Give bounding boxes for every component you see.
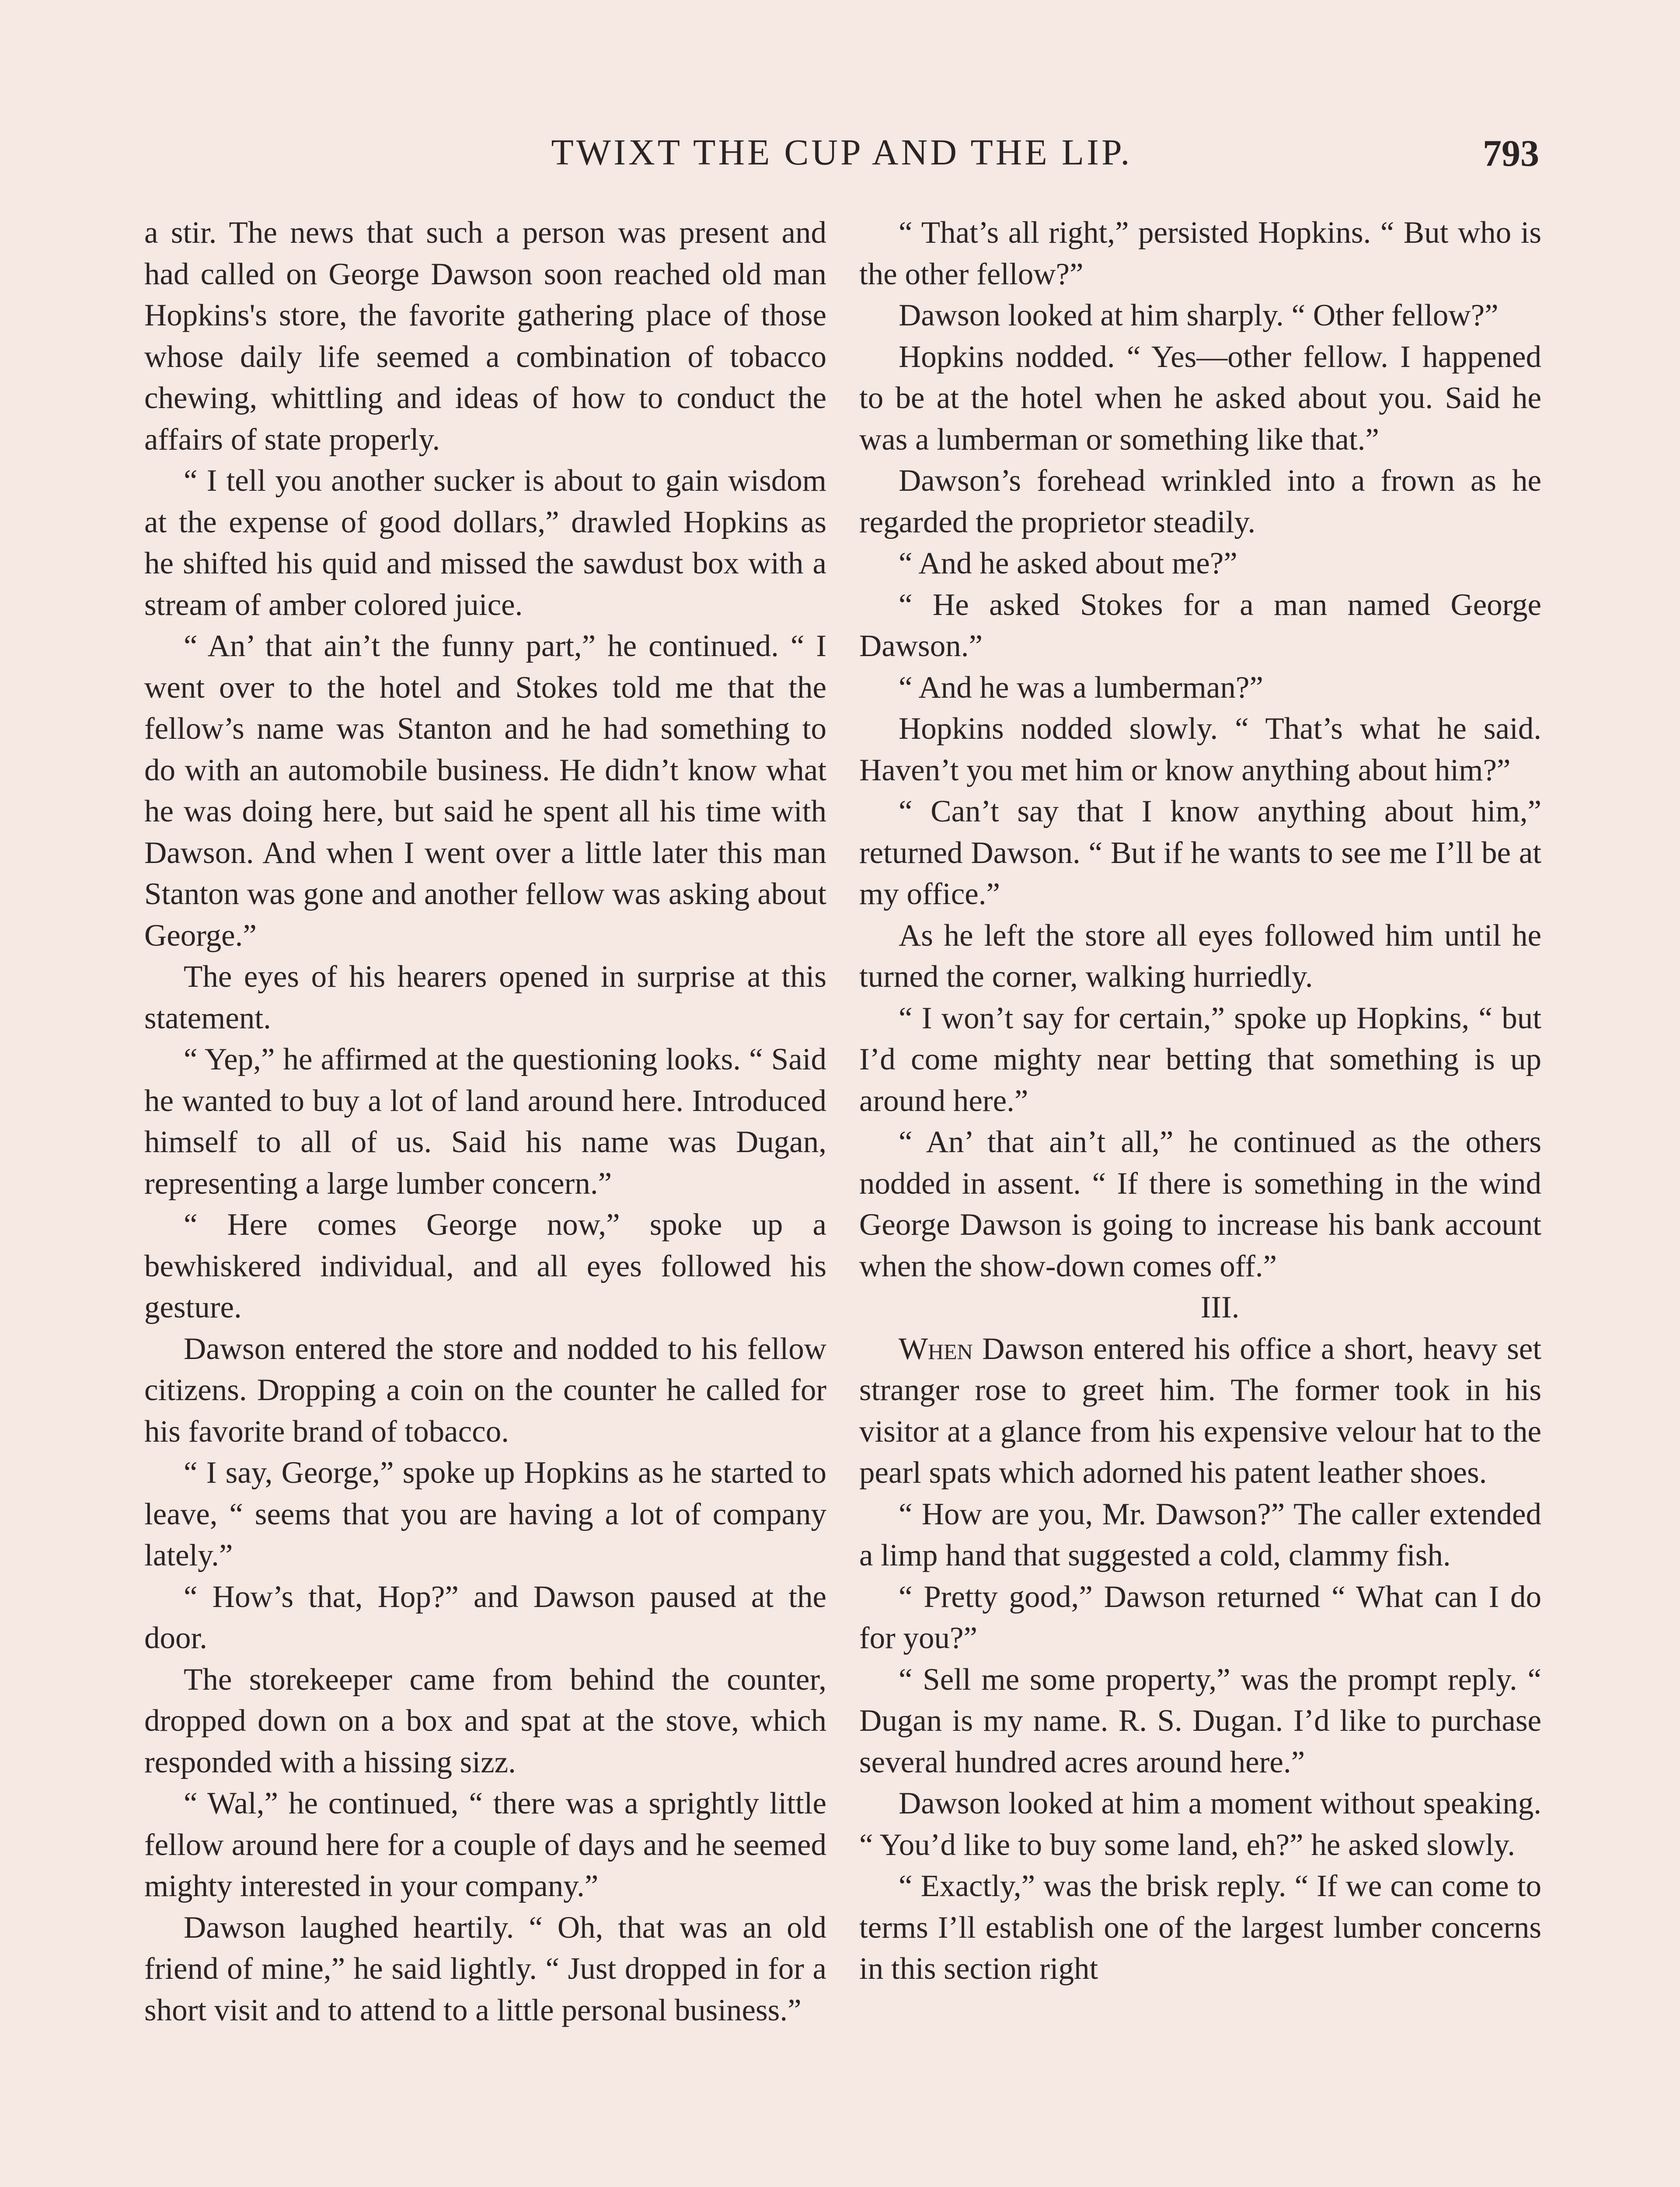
paragraph: The storekeeper came from behind the counter, dropped down on a box and spat at the stove, which responded with a hissing sizz. — [144, 1662, 826, 1779]
left-column — [144, 212, 826, 2031]
paragraph: “ Pretty good,” Dawson returned “ What can I do for you?” — [859, 1579, 1541, 1655]
page-header — [144, 131, 1539, 179]
paragraph: “ I say, George,” spoke up Hopkins as he started to leave, “ seems that you are having a lot of company lately.” — [144, 1456, 826, 1572]
paragraph: Hopkins nodded slowly. “ That’s what he said. Haven’t you met him or know anything about him?” — [859, 712, 1541, 787]
page-number: 793 — [1483, 132, 1539, 174]
paragraph: Hopkins nodded. “ Yes—other fellow. I happened to be at the hotel when he asked about you. Said he was a lumberman or something like that.” — [859, 339, 1541, 457]
paragraph: “ An’ that ain’t the funny part,” he continued. “ I went over to the hotel and Stokes told me that the fellow’s name was Stanton and he had something to do with an automobile business. He didn’t know what he was doing here, but said he spent all his time with Dawson. And when I went over a little later this man Stanton was gone and another fellow was asking about George.” — [144, 629, 826, 953]
paragraph: “ Wal,” he continued, “ there was a sprightly little fellow around here for a couple of days and he seemed mighty interested in your company.” — [144, 1786, 826, 1903]
running-title: TWIXT THE CUP AND THE LIP. — [551, 132, 1133, 173]
paragraph — [859, 1328, 1541, 1494]
paragraph: “ How are you, Mr. Dawson?” The caller extended a limp hand that suggested a cold, clammy fish. — [859, 1497, 1541, 1572]
paragraph: Dawson entered the store and nodded to his fellow citizens. Dropping a coin on the counter he called for his favorite brand of tobacco. — [144, 1331, 826, 1449]
paragraph: “ An’ that ain’t all,” he continued as the others nodded in assent. “ If there is something in the wind George Dawson is going to increase his bank account when the show-down comes off.” — [859, 1125, 1541, 1283]
paragraph: “ I won’t say for certain,” spoke up Hopkins, “ but I’d come mighty near betting that something is up around here.” — [859, 1001, 1541, 1118]
paragraph: Dawson’s forehead wrinkled into a frown as he regarded the proprietor steadily. — [859, 464, 1541, 539]
section-heading: III. — [1200, 1290, 1240, 1324]
opening-word: When — [899, 1331, 973, 1366]
paragraph: “ I tell you another sucker is about to gain wisdom at the expense of good dollars,” drawled Hopkins as he shifted his quid and missed the sawdust box with a stream of amber colored juice. — [144, 464, 826, 622]
paragraph: a stir. The news that such a person was present and had called on George Dawson soon reached old man Hopkins's store, the favorite gathering place of those whose daily life seemed a combination of tobacco chewing, whittling and ideas of how to conduct the affairs of state properly. — [144, 216, 826, 457]
paragraph: “ And he was a lumberman?” — [899, 670, 1263, 705]
paragraph: Dawson laughed heartily. “ Oh, that was an old friend of mine,” he said lightly. “ Just dropped in for a short visit and to attend to a little personal business.” — [144, 1910, 826, 2027]
paragraph: “ That’s all right,” persisted Hopkins. “ But who is the other fellow?” — [859, 216, 1541, 291]
paragraph: “ Here comes George now,” spoke up a bewhiskered individual, and all eyes followed his gesture. — [144, 1208, 826, 1324]
right-column — [859, 212, 1541, 1990]
paragraph: “ Can’t say that I know anything about him,” returned Dawson. “ But if he wants to see me I’ll be at my office.” — [859, 794, 1541, 911]
paragraph: As he left the store all eyes followed him until he turned the corner, walking hurriedly. — [859, 918, 1541, 994]
paragraph: “ He asked Stokes for a man named George Dawson.” — [859, 587, 1541, 663]
paragraph: “ How’s that, Hop?” and Dawson paused at the door. — [144, 1579, 826, 1655]
paragraph-text: Dawson entered his office a short, heavy set stranger rose to greet him. The former took in his visitor at a glance from his expensive velour hat to the pearl spats which adorned his patent leather shoes. — [859, 1331, 1541, 1490]
paragraph: The eyes of his hearers opened in surprise at this statement. — [144, 960, 826, 1035]
paragraph: Dawson looked at him a moment without speaking. “ You’d like to buy some land, eh?” he asked slowly. — [859, 1786, 1541, 1862]
paragraph: “ And he asked about me?” — [899, 546, 1237, 580]
paragraph: Dawson looked at him sharply. “ Other fellow?” — [899, 298, 1499, 332]
paragraph: “ Sell me some property,” was the prompt reply. “ Dugan is my name. R. S. Dugan. I’d like to purchase several hundred acres around here.” — [859, 1662, 1541, 1779]
paragraph: “ Exactly,” was the brisk reply. “ If we can come to terms I’ll establish one of the largest lumber concerns in this section right — [859, 1869, 1541, 1986]
paragraph: “ Yep,” he affirmed at the questioning looks. “ Said he wanted to buy a lot of land around here. Introduced himself to all of us. Said his name was Dugan, representing a large lumber concern.” — [144, 1042, 826, 1201]
